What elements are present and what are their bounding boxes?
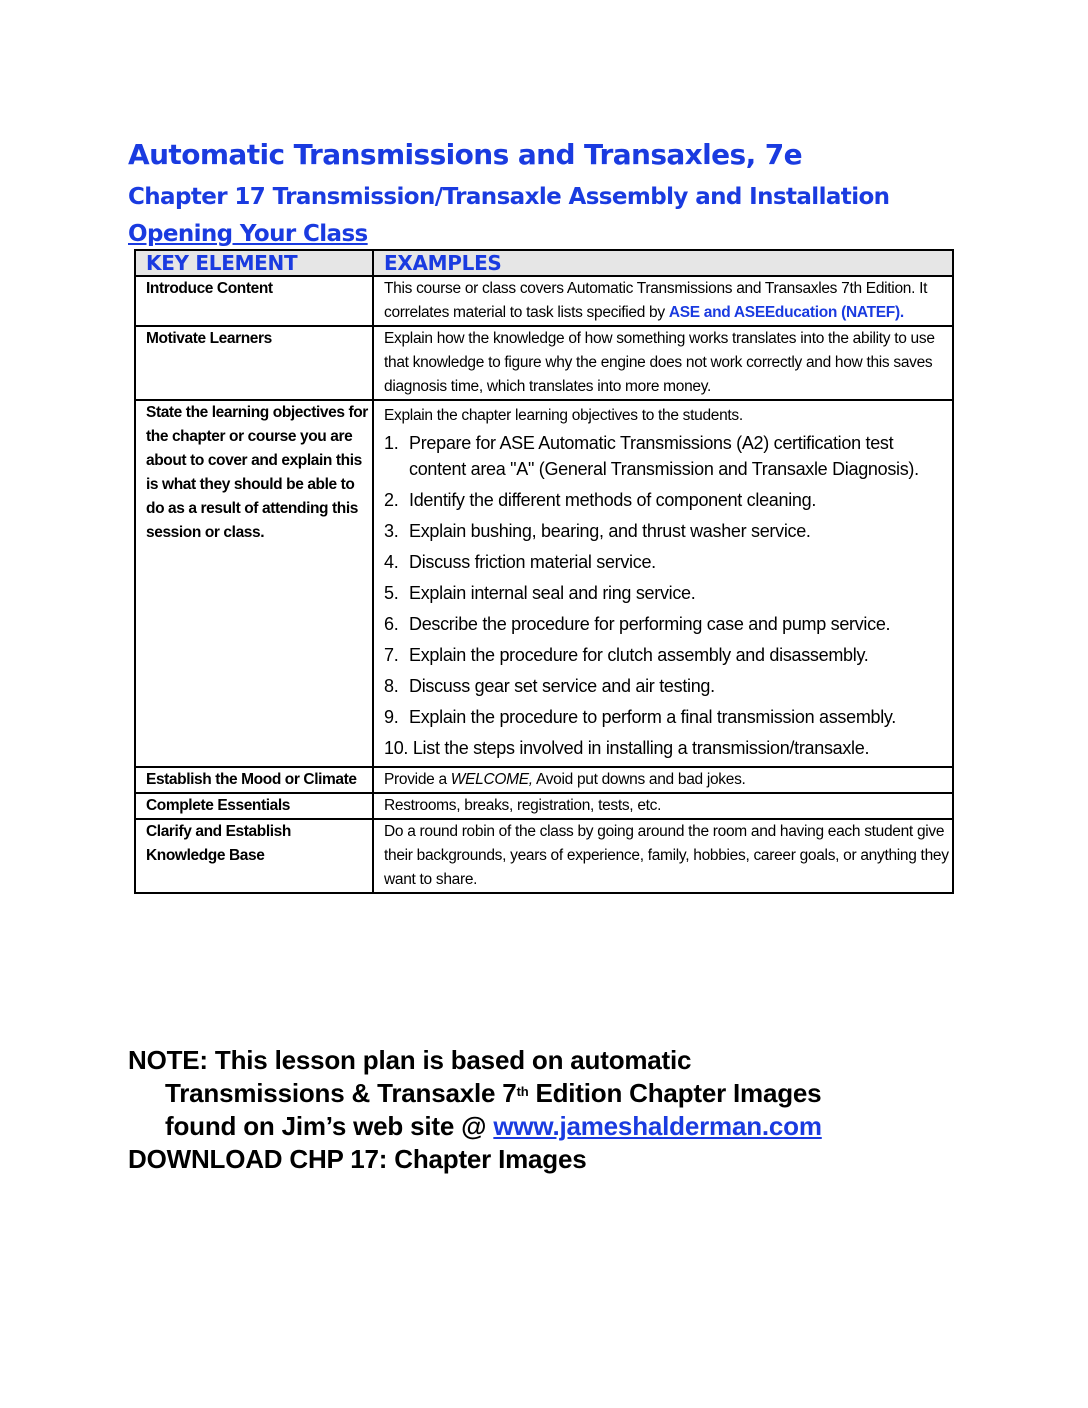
table-row [135,326,953,400]
objective-text: Discuss gear set service and air testing. [409,676,715,696]
objective-item [384,611,952,637]
row-key: Complete Essentials [135,793,373,819]
example-text: This course or class covers Automatic Transmissions and Transaxles 7th Edition. It correlates material to task lists specified by [384,280,928,321]
row-key: Establish the Mood or Climate [135,767,373,793]
row-key: Clarify and Establish Knowledge Base [135,819,373,893]
objective-item [384,642,952,668]
objective-item [384,487,952,513]
objective-text: Identify the different methods of component cleaning. [409,490,817,510]
note-line-3 [128,1110,822,1143]
objective-text: Describe the procedure for performing case and pump service. [409,614,891,634]
row-key: Introduce Content [135,276,373,326]
table-row [135,819,953,893]
objective-number: 7. [384,645,399,665]
table-row [135,793,953,819]
table-row [135,276,953,326]
objective-number: 5. [384,583,399,603]
document-title: Automatic Transmissions and Transaxles, 7e [128,138,803,171]
objective-number: 4. [384,552,399,572]
row-example [373,276,953,326]
objective-number: 1. [384,433,399,453]
objective-item [384,735,952,761]
download-line: DOWNLOAD CHP 17: Chapter Images [128,1144,587,1174]
objective-item [384,430,952,482]
objectives-intro: Explain the chapter learning objectives to the students. [384,407,743,424]
section-title: Opening Your Class [128,221,368,247]
ase-link[interactable]: ASE and ASEEducation (NATEF). [668,304,904,321]
chapter-title: Chapter 17 Transmission/Transaxle Assembly and Installation [128,184,890,210]
lesson-plan-table [134,249,954,894]
objective-item [384,549,952,575]
note-line-1: NOTE: This lesson plan is based on automatic [128,1045,692,1075]
row-key: Motivate Learners [135,326,373,400]
objective-number: 9. [384,707,399,727]
objective-text: List the steps involved in installing a transmission/transaxle. [412,738,870,758]
objective-item [384,673,952,699]
row-example: Restrooms, breaks, registration, tests, etc. [373,793,953,819]
objective-item [384,580,952,606]
example-emphasis: WELCOME, [450,771,533,788]
note-text: found on Jim’s web site @ [165,1111,494,1141]
note-line-2 [128,1077,822,1110]
objective-text: Explain bushing, bearing, and thrust washer service. [409,521,811,541]
note-text: Edition Chapter Images [528,1078,822,1108]
objective-number: 8. [384,676,399,696]
objective-text: Explain the procedure to perform a final transmission assembly. [409,707,896,727]
row-example: Do a round robin of the class by going around the room and having each student give their backgrounds, years of experience, family, hobbies, career goals, or anything they want to share. [373,819,953,893]
objective-text: Discuss friction material service. [409,552,656,572]
objective-item [384,704,952,730]
example-text: Avoid put downs and bad jokes. [532,771,746,788]
objectives-list [384,430,952,761]
row-example: Explain how the knowledge of how something works translates into the ability to use that knowledge to figure why the engine does not work correctly and how this saves diagnosis time, which translates into more money. [373,326,953,400]
row-example [373,767,953,793]
row-example [373,400,953,767]
column-header-key-element: KEY ELEMENT [135,250,373,276]
objective-text: Explain internal seal and ring service. [409,583,696,603]
objective-number: 10. [384,738,409,758]
table-row [135,400,953,767]
objective-number: 3. [384,521,399,541]
objective-number: 6. [384,614,399,634]
objective-number: 2. [384,490,399,510]
example-text: Provide a [384,771,451,788]
table-row [135,767,953,793]
table-header-row [135,250,953,276]
objective-text: Prepare for ASE Automatic Transmissions (A2) certification test content area "A" (General Transmission and Transaxle Diagnosis). [409,433,919,479]
ordinal-superscript: th [516,1084,529,1099]
objective-text: Explain the procedure for clutch assembly and disassembly. [409,645,869,665]
row-key: State the learning objectives for the chapter or course you are about to cover and explain this is what they should be able to do as a result of attending this session or class. [135,400,373,767]
website-link[interactable]: www.jameshalderman.com [493,1111,822,1141]
note-text: Transmissions & Transaxle 7 [165,1078,517,1108]
column-header-examples: EXAMPLES [373,250,953,276]
lesson-note [128,1044,822,1176]
objective-item [384,518,952,544]
